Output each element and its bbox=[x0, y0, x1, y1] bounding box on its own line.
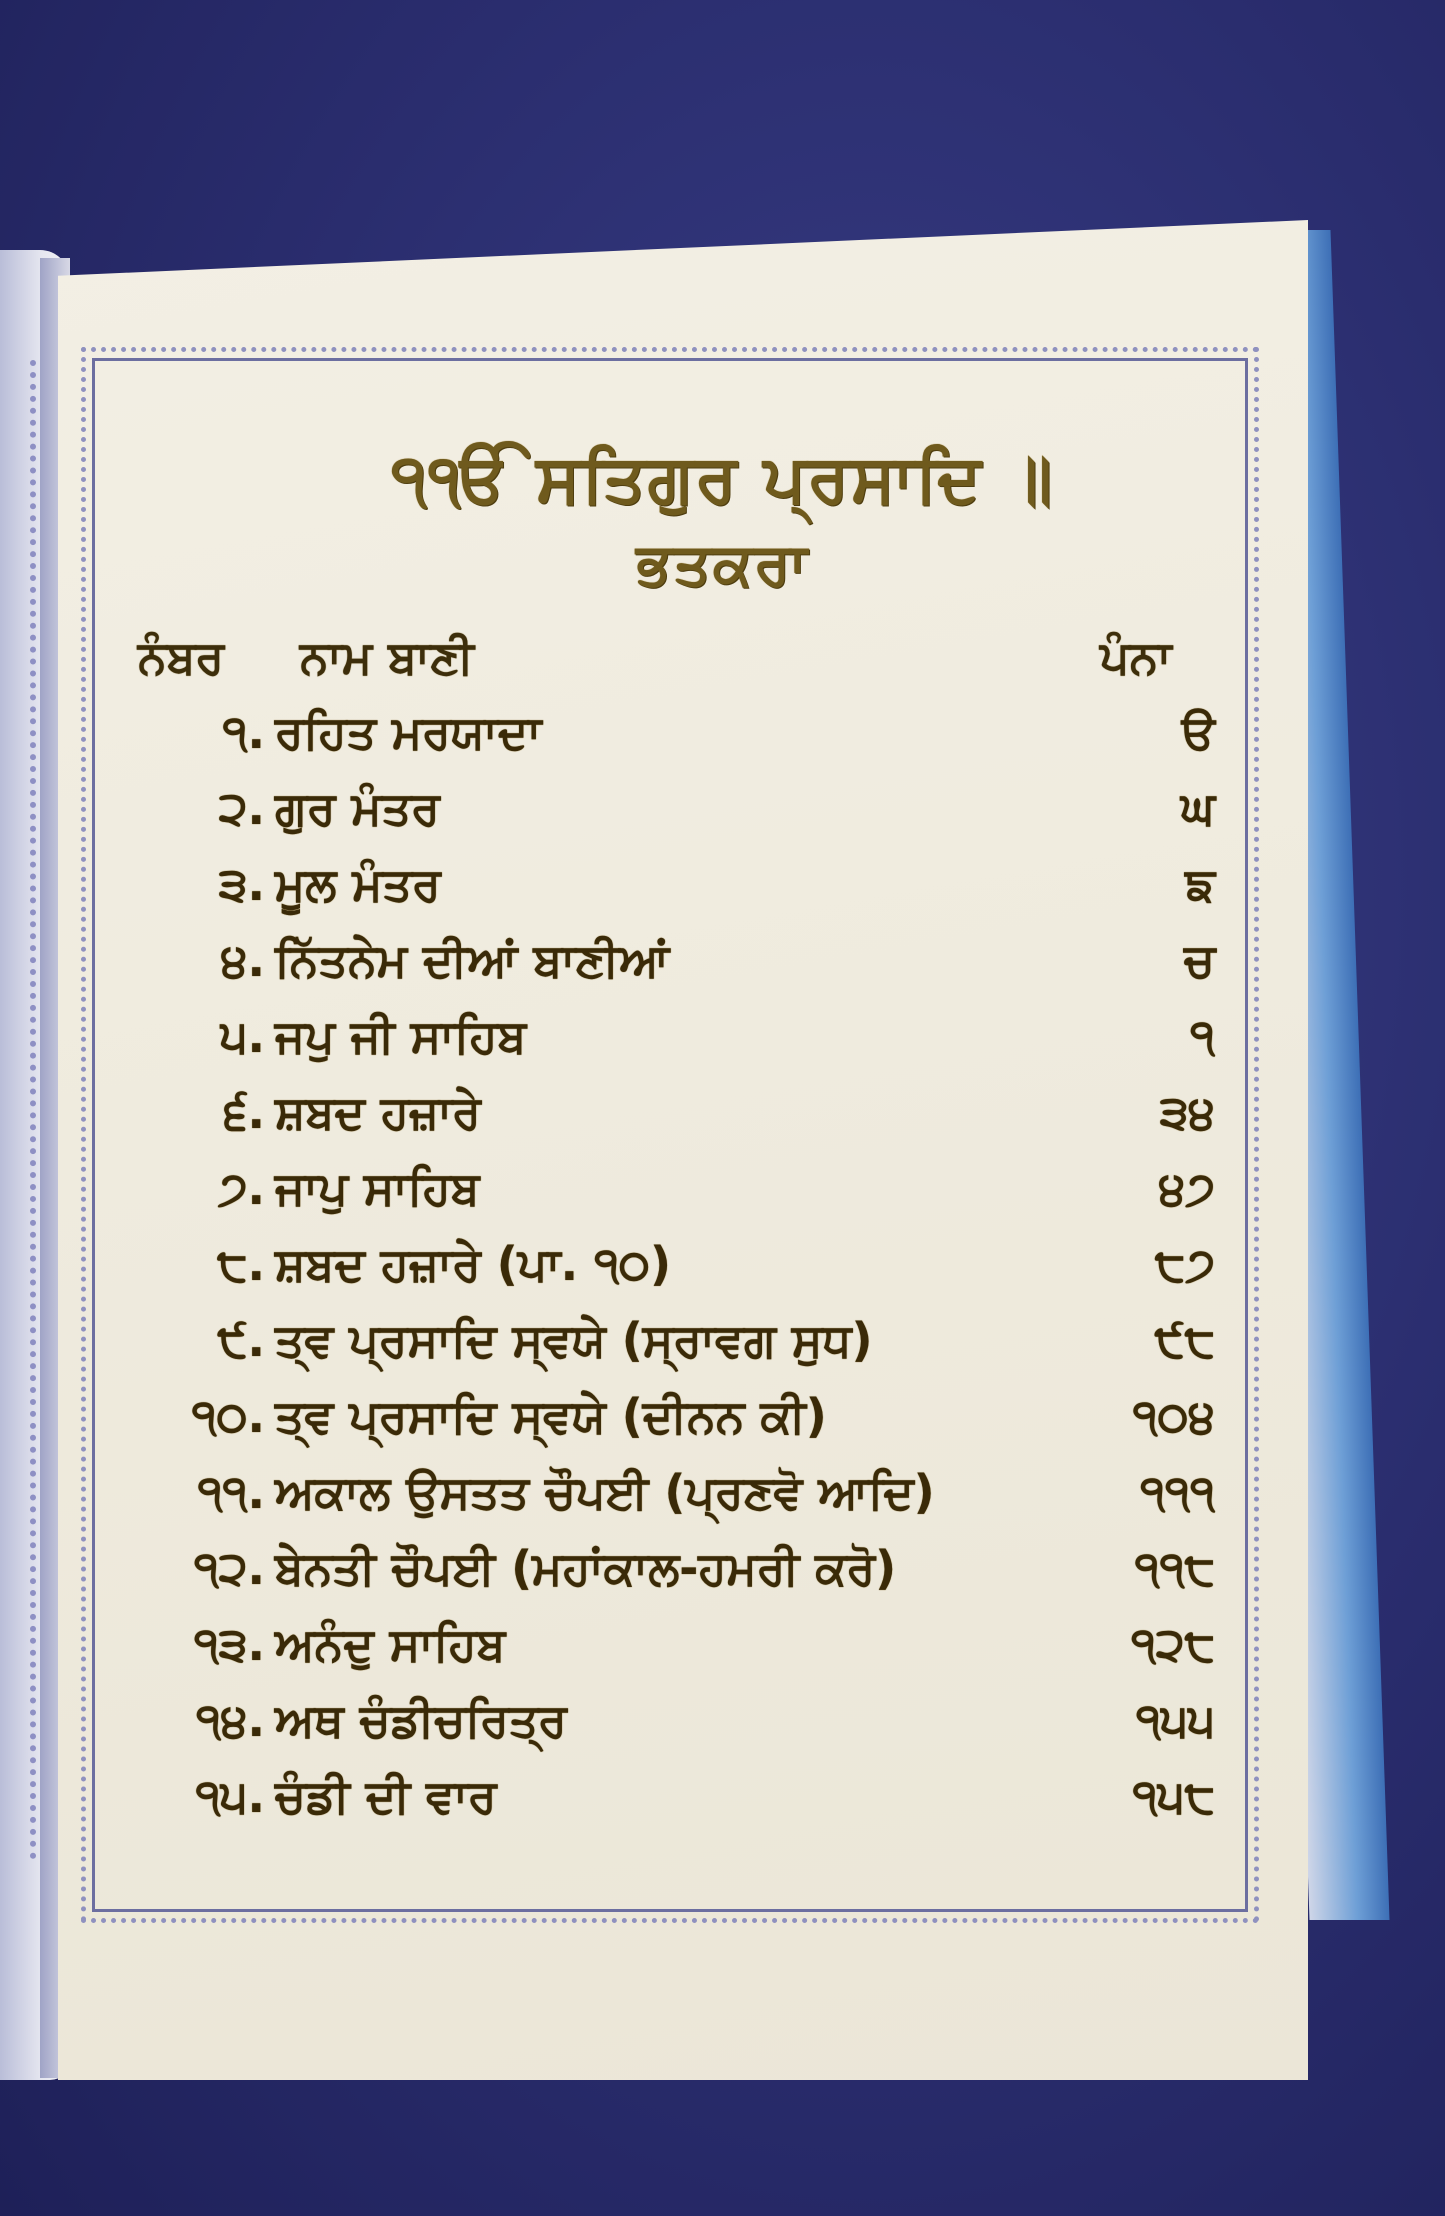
entry-name: ਜਪੁ ਜੀ ਸਾਹਿਬ bbox=[275, 1009, 527, 1063]
toc-row bbox=[0, 1161, 1445, 1237]
toc-row bbox=[0, 1389, 1445, 1465]
toc-row bbox=[0, 705, 1445, 781]
page-subtitle: ਭਤਕਰਾ bbox=[636, 530, 809, 598]
entry-number: ੮. bbox=[217, 1237, 265, 1291]
toc-row bbox=[0, 933, 1445, 1009]
entry-name: ਅਥ ਚੰਡੀਚਰਿਤ੍ਰ bbox=[275, 1693, 567, 1747]
entry-page: ੪੭ bbox=[1158, 1161, 1215, 1215]
entry-number: ੭. bbox=[217, 1161, 265, 1215]
entry-name: ਸ਼ਬਦ ਹਜ਼ਾਰੇ bbox=[275, 1085, 481, 1139]
entry-number: ੧੪. bbox=[196, 1693, 265, 1747]
entry-number: ੧੫. bbox=[195, 1769, 265, 1823]
entry-page: ੧੫੫ bbox=[1135, 1693, 1215, 1747]
entry-page: ੯੮ bbox=[1154, 1313, 1215, 1367]
entry-page: ੧੧੮ bbox=[1134, 1541, 1215, 1595]
toc-row bbox=[0, 1465, 1445, 1541]
entry-name: ਚੰਡੀ ਦੀ ਵਾਰ bbox=[275, 1769, 497, 1823]
toc-row bbox=[0, 1541, 1445, 1617]
toc-row bbox=[0, 1009, 1445, 1085]
entry-number: ੧੦. bbox=[191, 1389, 265, 1443]
entry-number: ੫. bbox=[220, 1009, 265, 1063]
column-header-number: ਨੰਬਰ bbox=[138, 630, 224, 684]
entry-name: ਗੁਰ ਮੰਤਰ bbox=[275, 781, 440, 835]
toc-row bbox=[0, 1237, 1445, 1313]
entry-number: ੧੨. bbox=[193, 1541, 265, 1595]
entry-page: ੧ bbox=[1190, 1009, 1215, 1063]
entry-page: ੧੨੮ bbox=[1131, 1617, 1215, 1671]
entry-number: ੩. bbox=[218, 857, 265, 911]
entry-page: ੧੧੧ bbox=[1140, 1465, 1215, 1519]
entry-name: ਸ਼ਬਦ ਹਜ਼ਾਰੇ (ਪਾ. ੧੦) bbox=[275, 1237, 671, 1291]
entry-number: ੪. bbox=[221, 933, 265, 987]
entry-page: ਚ bbox=[1183, 933, 1215, 987]
entry-name: ਅਕਾਲ ਉਸਤਤ ਚੌਪਈ (ਪ੍ਰਣਵੋ ਆਦਿ) bbox=[275, 1465, 935, 1519]
toc-row bbox=[0, 1769, 1445, 1845]
entry-page: ੳ bbox=[1181, 705, 1215, 759]
toc-row bbox=[0, 1693, 1445, 1769]
entry-page: ੩੪ bbox=[1159, 1085, 1215, 1139]
entry-page: ਙ bbox=[1185, 857, 1215, 911]
entry-number: ੬. bbox=[224, 1085, 265, 1139]
entry-name: ਬੇਨਤੀ ਚੌਪਈ (ਮਹਾਂਕਾਲ-ਹਮਰੀ ਕਰੋ) bbox=[275, 1541, 897, 1595]
entry-name: ਨਿੱਤਨੇਮ ਦੀਆਂ ਬਾਣੀਆਂ bbox=[275, 933, 670, 987]
column-header-name: ਨਾਮ ਬਾਣੀ bbox=[300, 630, 474, 684]
entry-number: ੧੩. bbox=[193, 1617, 265, 1671]
toc-row bbox=[0, 1313, 1445, 1389]
entry-name: ਤ੍ਵ ਪ੍ਰਸਾਦਿ ਸ੍ਵਯੇ (ਦੀਨਨ ਕੀ) bbox=[275, 1389, 827, 1443]
entry-page: ੮੭ bbox=[1154, 1237, 1215, 1291]
entry-page: ੧੦੪ bbox=[1132, 1389, 1215, 1443]
column-header-page: ਪੰਨਾ bbox=[1100, 630, 1172, 684]
entry-name: ਤ੍ਵ ਪ੍ਰਸਾਦਿ ਸ੍ਵਯੇ (ਸ੍ਰਾਵਗ ਸੁਧ) bbox=[275, 1313, 873, 1367]
entry-number: ੧. bbox=[222, 705, 265, 759]
entry-name: ਰਹਿਤ ਮਰਯਾਦਾ bbox=[275, 705, 542, 759]
entry-number: ੧੧. bbox=[197, 1465, 265, 1519]
toc-row bbox=[0, 781, 1445, 857]
toc-row bbox=[0, 857, 1445, 933]
toc-row bbox=[0, 1085, 1445, 1161]
entry-page: ੧੫੮ bbox=[1132, 1769, 1215, 1823]
entry-number: ੨. bbox=[218, 781, 265, 835]
page-title: ੧ੴ ਸਤਿਗੁਰ ਪ੍ਰਸਾਦਿ ॥ bbox=[390, 440, 1055, 517]
entry-page: ਘ bbox=[1180, 781, 1215, 835]
entry-number: ੯. bbox=[217, 1313, 265, 1367]
entry-name: ਅਨੰਦੁ ਸਾਹਿਬ bbox=[275, 1617, 506, 1671]
toc-row bbox=[0, 1617, 1445, 1693]
entry-name: ਜਾਪੁ ਸਾਹਿਬ bbox=[275, 1161, 480, 1215]
entry-name: ਮੂਲ ਮੰਤਰ bbox=[275, 857, 441, 911]
